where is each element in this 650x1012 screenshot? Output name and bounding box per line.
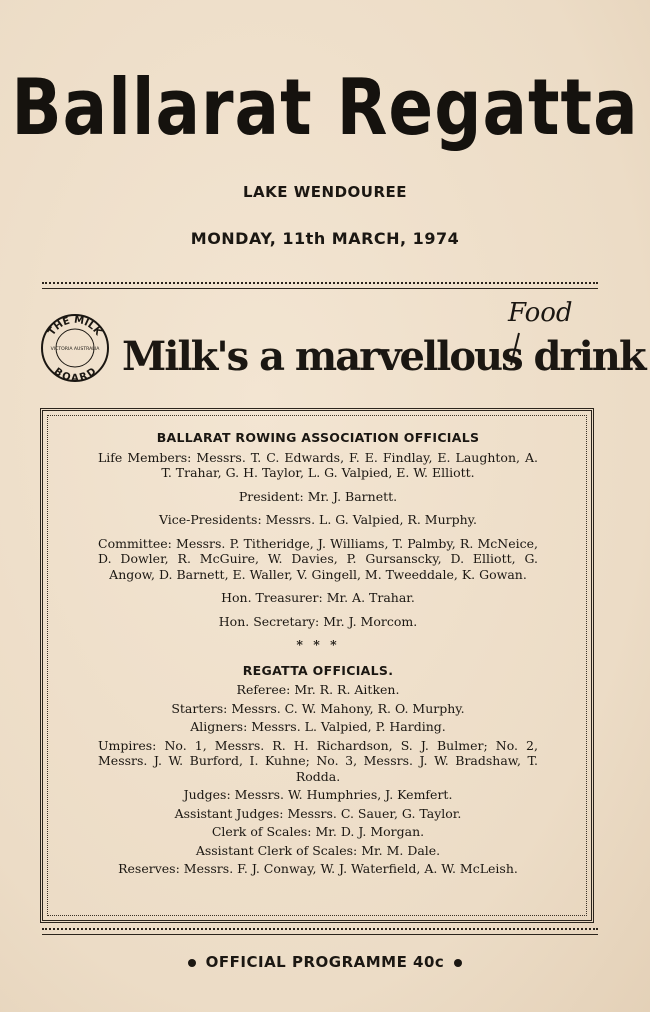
event-date: MONDAY, 11th MARCH, 1974 — [190, 229, 460, 248]
hon-treasurer: Hon. Treasurer: Mr. A. Trahar. — [221, 590, 415, 605]
venue-subtitle: LAKE WENDOUREE — [242, 183, 408, 201]
life-members: Life Members: Messrs. T. C. Edwards, F. E. Findlay, E. Laughton, A. T. Trahar, G. H. Taylor, L. G. Valpied, E. W. Elliott. — [98, 449, 538, 480]
vice-presidents: Vice-Presidents: Messrs. L. G. Valpied, R. Murphy. — [158, 512, 478, 527]
bullet-right-icon — [454, 959, 462, 967]
judges: Judges: Messrs. W. Humphries, J. Kemfert. — [183, 787, 453, 802]
milk-board-logo — [40, 313, 110, 383]
milk-advert — [40, 298, 645, 395]
committee: Committee: Messrs. P. Titheridge, J. Williams, T. Palmby, R. McNeice, D. Dowler, R. McGuire, W. Davies, P. Gursanscky, D. Elliott, G. Angow, D. Barnett, E. Waller, V. Gingell, M. Tweeddale, K. Gowan. — [98, 535, 538, 582]
president: President: Mr. J. Barnett. — [238, 488, 398, 504]
regatta-officials-heading: REGATTA OFFICIALS. — [242, 662, 394, 678]
advert-slogan: Milk's a marvellous drink — [122, 333, 645, 380]
starters: Starters: Messrs. C. W. Mahony, R. O. Murphy. — [171, 700, 465, 716]
bullet-left-icon — [188, 959, 196, 967]
hon-secretary: Hon. Secretary: Mr. J. Morcom. — [218, 613, 418, 629]
top-divider — [42, 282, 598, 289]
logo-top-text: THE MILK — [46, 314, 104, 338]
officials-content — [98, 430, 538, 880]
svg-text:THE MILK — [46, 315, 104, 339]
logo-middle-text: VICTORIA AUSTRALIA — [50, 347, 100, 352]
bottom-divider — [42, 928, 598, 935]
umpires: Umpires: No. 1, Messrs. R. H. Richardson, S. J. Bulmer; No. 2, Messrs. J. W. Burford, I. Kuhne; No. 3, Messrs. J. W. Bradshaw, T. Rodda. — [98, 737, 538, 784]
referee: Referee: Mr. R. R. Aitken. — [236, 682, 400, 697]
svg-text:BOARD — [51, 366, 98, 383]
clerk-of-scales: Clerk of Scales: Mr. D. J. Morgan. — [211, 824, 425, 839]
assistant-clerk-of-scales: Assistant Clerk of Scales: Mr. M. Dale. — [195, 842, 441, 858]
rowing-association-heading: BALLARAT ROWING ASSOCIATION OFFICIALS — [156, 430, 480, 445]
section-separator: * * * — [296, 637, 340, 652]
logo-bottom-text: BOARD — [51, 366, 99, 383]
aligners: Aligners: Messrs. L. Valpied, P. Harding. — [190, 719, 446, 734]
assistant-judges: Assistant Judges: Messrs. C. Sauer, G. Taylor. — [174, 805, 462, 821]
footer-label: OFFICIAL PROGRAMME 40c — [205, 953, 445, 971]
programme-footer — [0, 953, 650, 971]
reserves: Reserves: Messrs. F. J. Conway, W. J. Waterfield, A. W. McLeish. — [118, 861, 518, 876]
handwritten-note: Food — [508, 298, 573, 328]
page-title: Ballarat Regatta — [11, 62, 639, 153]
